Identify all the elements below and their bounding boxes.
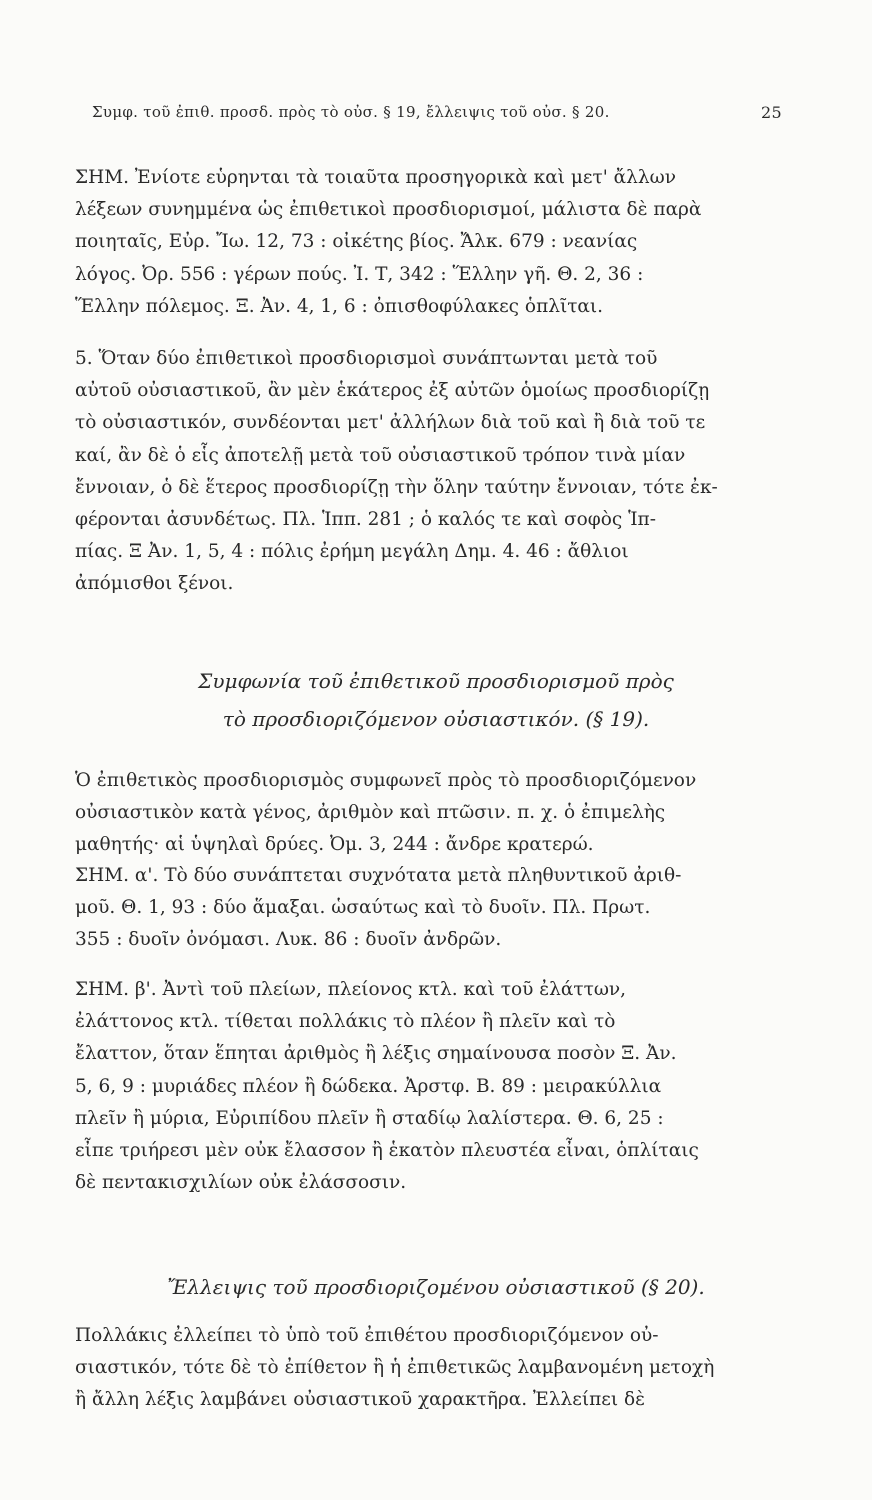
text-line: ἔννοιαν, ὁ δὲ ἕτερος προσδιορίζῃ τὴν ὅλην ταύτην ἔννοιαν, τότε ἐκ- <box>75 476 718 498</box>
section-heading-19 <box>0 662 872 738</box>
text-line: ποιηταῖς, Εὐρ. Ἴω. 12, 73 : οἰκέτης βίος. Ἄλκ. 679 : νεανίας <box>75 231 638 253</box>
text-line: τὸ οὐσιαστικόν, συνδέονται μετ' ἀλλήλων διὰ τοῦ καὶ ἢ διὰ τοῦ τε <box>75 412 706 434</box>
note-paragraph-1 <box>75 162 795 323</box>
text-line: ἢ ἄλλη λέξις λαμβάνει οὐσιαστικοῦ χαρακτῆρα. Ἐλλείπει δὲ <box>75 1389 646 1411</box>
note-alpha <box>75 860 795 957</box>
text-line: σιαστικόν, τότε δὲ τὸ ἐπίθετον ἢ ἡ ἐπιθετικῶς λαμβανομένη μετοχὴ <box>75 1357 715 1379</box>
text-line: Ἕλλην πόλεμος. Ξ. Ἀν. 4, 1, 6 : ὀπισθοφύλακες ὁπλῖται. <box>75 295 604 317</box>
text-line: 5, 6, 9 : μυριάδες πλέον ἢ δώδεκα. Ἀρστφ. Β. 89 : μειρακύλλια <box>75 1075 662 1097</box>
running-head-text: Συμφ. τοῦ ἐπιθ. προσδ. πρὸς τὸ οὐσ. § 19, ἔλλειψις τοῦ οὐσ. § 20. <box>92 103 610 121</box>
paragraph-ellipsis <box>75 1320 795 1417</box>
text-line: Πολλάκις ἐλλείπει τὸ ὑπὸ τοῦ ἐπιθέτου προσδιοριζόμενον οὐ- <box>75 1325 659 1346</box>
text-line: ΣΗΜ. β'. Ἀντὶ τοῦ πλείων, πλείονος κτλ. καὶ τοῦ ἐλάττων, <box>75 979 627 1000</box>
text-line: οὐσιαστικὸν κατὰ γένος, ἀριθμὸν καὶ πτῶσιν. π. χ. ὁ ἐπιμελὴς <box>75 802 666 824</box>
text-line: πλεῖν ἢ μύρια, Εὐριπίδου πλεῖν ἢ σταδίῳ λαλίστερα. Θ. 6, 25 : <box>75 1107 664 1129</box>
running-head <box>92 103 782 121</box>
page-number: 25 <box>761 103 782 122</box>
text-line: δὲ πεντακισχιλίων οὐκ ἐλάσσοσιν. <box>75 1172 407 1194</box>
text-line: λόγος. Ὀρ. 556 : γέρων πούς. Ἰ. Τ, 342 : Ἕλλην γῆ. Θ. 2, 36 : <box>75 263 644 285</box>
text-line: φέρονται ἀσυνδέτως. Πλ. Ἱππ. 281 ; ὁ καλός τε καὶ σοφὸς Ἱπ- <box>75 509 656 531</box>
paragraph-agreement <box>75 765 795 862</box>
text-line: εἶπε τριήρεσι μὲν οὐκ ἔλασσον ἢ ἑκατὸν πλευστέα εἶναι, ὁπλίταις <box>75 1140 699 1162</box>
heading-line: τὸ προσδιοριζόμενον οὐσιαστικόν. (§ 19). <box>222 707 650 731</box>
text-line: ἔλαττον, ὅταν ἕπηται ἀριθμὸς ἢ λέξις σημαίνουσα ποσὸν Ξ. Ἀν. <box>75 1043 677 1065</box>
text-line: ΣΗΜ. Ἐνίοτε εὑρηνται τὰ τοιαῦτα προσηγορικὰ καὶ μετ' ἄλλων <box>75 167 676 188</box>
paragraph-5 <box>75 343 795 601</box>
text-line: λέξεων συνημμένα ὡς ἐπιθετικοὶ προσδιορισμοί, μάλιστα δὲ παρὰ <box>75 199 702 221</box>
text-line: πίας. Ξ Ἀν. 1, 5, 4 : πόλις ἐρήμη μεγάλη Δημ. 4. 46 : ἄθλιοι <box>75 541 629 563</box>
text-line: μαθητής· αἱ ὑψηλαὶ δρύες. Ὀμ. 3, 244 : ἄνδρε κρατερώ. <box>75 834 594 856</box>
text-line: ἐλάττονος κτλ. τίθεται πολλάκις τὸ πλέον ἢ πλεῖν καὶ τὸ <box>75 1011 616 1033</box>
heading-line: Ἔλλειψις τοῦ προσδιοριζομένου οὐσιαστικοῦ (§ 20). <box>167 1275 705 1299</box>
heading-line: Συμφωνία τοῦ ἐπιθετικοῦ προσδιορισμοῦ πρὸς <box>198 669 674 693</box>
note-beta <box>75 974 795 1199</box>
text-line: αὐτοῦ οὐσιαστικοῦ, ἂν μὲν ἑκάτερος ἐξ αὐτῶν ὁμοίως προσδιορίζῃ <box>75 380 710 402</box>
text-line: 5. Ὅταν δύο ἐπιθετικοὶ προσδιορισμοὶ συνάπτωνται μετὰ τοῦ <box>75 348 658 369</box>
text-line: μοῦ. Θ. 1, 93 : δύο ἅμαξαι. ὡσαύτως καὶ τὸ δυοῖν. Πλ. Πρωτ. <box>75 897 651 919</box>
text-line: ἀπόμισθοι ξένοι. <box>75 573 234 595</box>
text-line: 355 : δυοῖν ὀνόμασι. Λυκ. 86 : δυοῖν ἀνδρῶν. <box>75 929 502 951</box>
text-line: καί, ἂν δὲ ὁ εἷς ἀποτελῇ μετὰ τοῦ οὐσιαστικοῦ τρόπον τινὰ μίαν <box>75 444 686 466</box>
section-heading-20 <box>0 1268 872 1306</box>
text-line: ΣΗΜ. α'. Τὸ δύο συνάπτεται συχνότατα μετὰ πληθυντικοῦ ἀριθ- <box>75 865 682 886</box>
text-line: Ὁ ἐπιθετικὸς προσδιορισμὸς συμφωνεῖ πρὸς τὸ προσδιοριζόμενον <box>75 770 697 791</box>
